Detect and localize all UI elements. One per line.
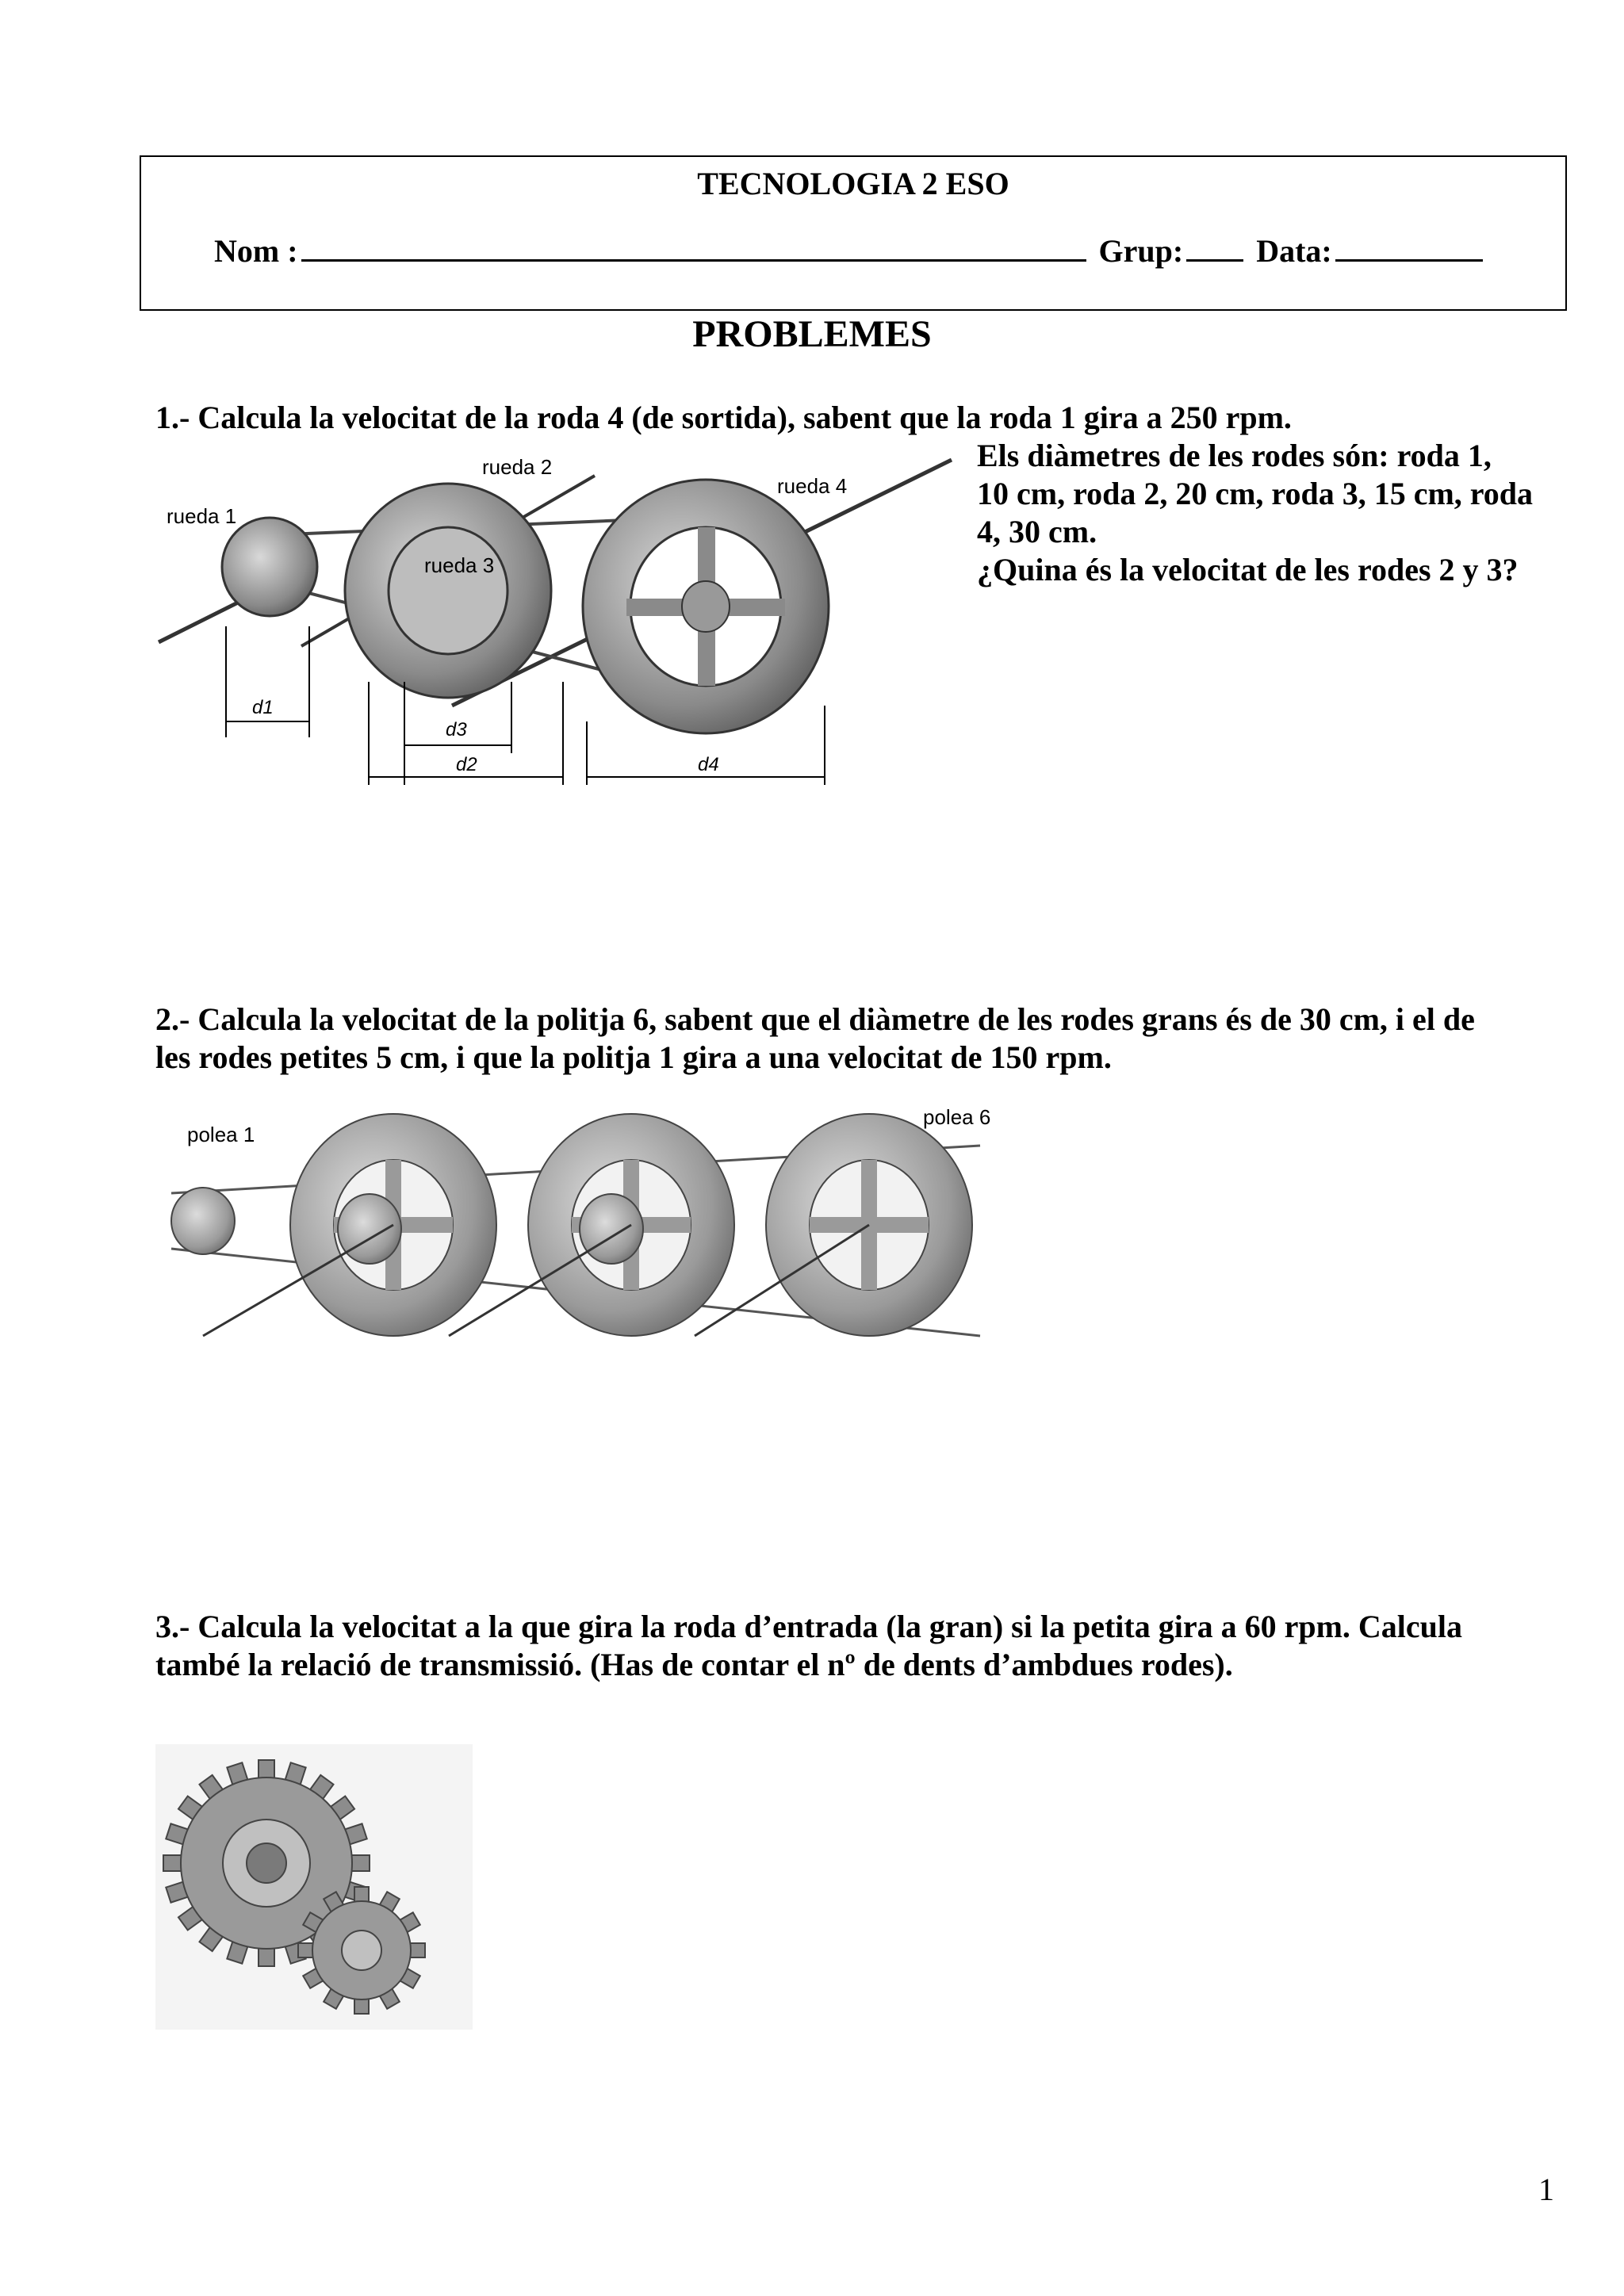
label-polea-6: polea 6 xyxy=(923,1105,991,1129)
header-box xyxy=(140,155,1567,311)
label-rueda-4: rueda 4 xyxy=(777,474,848,498)
problem-1-side-line: 10 cm, roda 2, 20 cm, roda 3, 15 cm, roda xyxy=(977,476,1534,511)
wheel-3 xyxy=(389,527,508,654)
label-polea-1: polea 1 xyxy=(187,1123,255,1146)
pulley-small-d xyxy=(580,1194,643,1264)
pulley-diagram-1 xyxy=(151,444,967,793)
problem-1-side-line: Els diàmetres de les rodes són: roda 1, xyxy=(977,438,1492,473)
problem-2-line: les rodes petites 5 cm, i que la politja 1 gira a una velocitat de 150 rpm. xyxy=(155,1039,1112,1075)
problem-1-side-line: 4, 30 cm. xyxy=(977,514,1097,549)
problem-2-line: 2.- Calcula la velocitat de la politja 6, sabent que el diàmetre de les rodes grans és de 30 cm, i el de xyxy=(155,1001,1475,1037)
date-label: Data: xyxy=(1256,233,1332,269)
label-rueda-3: rueda 3 xyxy=(424,553,495,577)
label-rueda-2: rueda 2 xyxy=(482,455,553,479)
document-title: TECNOLOGIA 2 ESO xyxy=(697,166,1009,201)
dim-d3: d3 xyxy=(446,719,467,740)
wheel-1 xyxy=(222,518,317,616)
problem-3-line: també la relació de transmissió. (Has de contar el nº de dents d’ambdues rodes). xyxy=(155,1647,1233,1682)
dim-d1: d1 xyxy=(252,697,274,718)
problem-2-statement xyxy=(155,1001,1475,1077)
group-field[interactable] xyxy=(1186,234,1243,262)
page-heading: PROBLEMES xyxy=(692,313,932,355)
dim-d2: d2 xyxy=(456,754,477,775)
pulley-1 xyxy=(171,1188,235,1254)
name-label: Nom : xyxy=(214,233,298,269)
label-rueda-1: rueda 1 xyxy=(167,504,237,528)
dim-d4: d4 xyxy=(698,754,719,775)
problem-1-side-line: ¿Quina és la velocitat de les rodes 2 y 3? xyxy=(977,552,1519,587)
problem-1-side-text xyxy=(977,437,1533,589)
pulley-diagram-2 xyxy=(155,1098,1012,1360)
gear-diagram xyxy=(155,1744,473,2030)
pulley-small-b xyxy=(338,1194,401,1264)
group-label: Grup: xyxy=(1098,233,1184,269)
student-fields xyxy=(214,232,1488,270)
date-field[interactable] xyxy=(1335,234,1483,262)
problem-3-statement xyxy=(155,1608,1462,1684)
page-number: 1 xyxy=(1538,2172,1554,2207)
problem-1-statement: 1.- Calcula la velocitat de la roda 4 (de sortida), sabent que la roda 1 gira a 250 rpm. xyxy=(155,400,1292,435)
name-field[interactable] xyxy=(301,234,1086,262)
problem-3-line: 3.- Calcula la velocitat a la que gira la roda d’entrada (la gran) si la petita gira a 60 rpm. Calcula xyxy=(155,1609,1463,1644)
